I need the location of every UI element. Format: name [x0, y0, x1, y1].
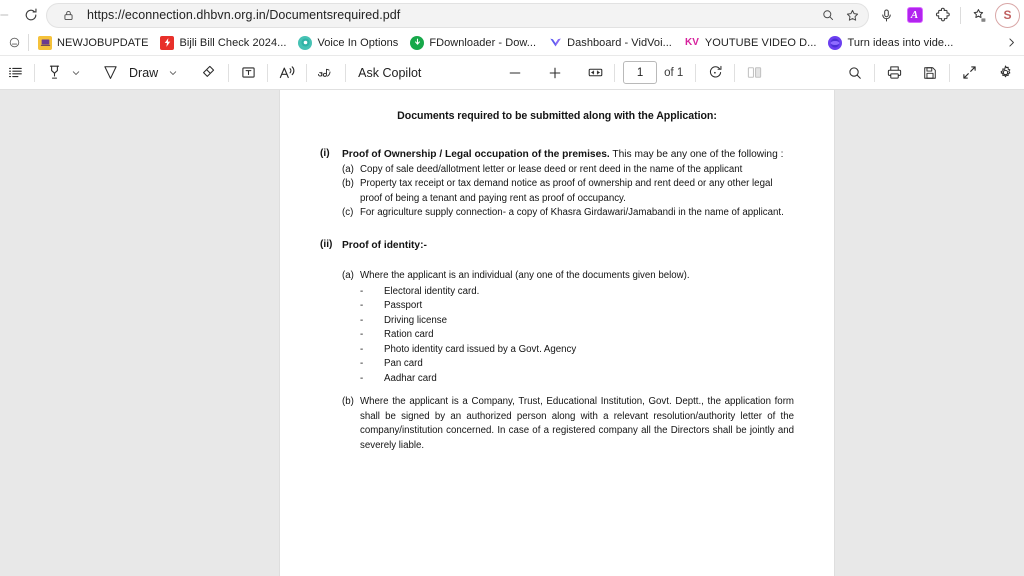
- browser-actions: [873, 2, 1020, 29]
- list-item-label: Electoral identity card.: [384, 285, 480, 297]
- section-number: (ii): [320, 238, 333, 250]
- list-item: [360, 299, 794, 314]
- bookmark-youtube-video-d[interactable]: [678, 34, 823, 52]
- pdf-page-controls: [502, 60, 767, 86]
- zoom-out-button[interactable]: [502, 60, 528, 86]
- pdf-page-1: [280, 90, 834, 576]
- bookmark-label: Dashboard - VidVoi...: [567, 36, 672, 49]
- divider: [28, 34, 29, 51]
- save-icon[interactable]: [917, 60, 943, 86]
- copilot-glyph: A: [907, 7, 923, 23]
- dash-mark: -: [360, 314, 364, 326]
- bookmark-turn-ideas-into-video[interactable]: [822, 34, 959, 52]
- list-item: [360, 372, 794, 387]
- address-bar-row: [0, 0, 1024, 30]
- bookmark-fdownloader[interactable]: [404, 34, 542, 52]
- document-subitem-b: [342, 395, 794, 453]
- divider: [228, 64, 229, 82]
- ask-copilot-button[interactable]: Ask Copilot: [358, 65, 422, 80]
- browser-chrome: [0, 0, 1024, 56]
- section-lead-bold: Proof of identity:-: [342, 239, 427, 251]
- bookmark-label: FDownloader - Dow...: [429, 36, 537, 49]
- document-subitem-a: [342, 163, 794, 178]
- subitem-text: Where the applicant is an individual (any one of the documents given below).: [360, 270, 690, 281]
- microphone-icon[interactable]: [873, 2, 900, 29]
- address-bar-url: https://econnection.dhbvn.org.in/Documentsrequired.pdf: [87, 8, 401, 22]
- list-item: [360, 357, 794, 372]
- search-icon[interactable]: [842, 60, 868, 86]
- vidvoice-favicon: [548, 36, 562, 50]
- text-box-icon[interactable]: [235, 60, 261, 86]
- list-item: [360, 285, 794, 300]
- address-bar[interactable]: [46, 3, 869, 28]
- divider: [949, 64, 950, 82]
- subitem-text: Property tax receipt or tax demand notice as proof of ownership and rent deed or any other legal proof of being a tenant and paying rent as proof of occupancy.: [360, 178, 773, 204]
- document-heading: Documents required to be submitted along with the Application:: [397, 110, 717, 122]
- read-aloud-icon[interactable]: [274, 60, 300, 86]
- list-item-label: Ration card: [384, 329, 434, 340]
- rotate-icon[interactable]: [702, 60, 728, 86]
- zoom-in-button[interactable]: [542, 60, 568, 86]
- divider: [874, 64, 875, 82]
- bookmarks-bar: [0, 30, 1024, 56]
- section-lead-rest: This may be any one of the following :: [609, 149, 784, 160]
- fit-to-width-button[interactable]: [582, 60, 608, 86]
- kv-favicon: [684, 36, 700, 50]
- ideas-favicon: [828, 36, 842, 50]
- subitem-text: For agriculture supply connection- a copy of Khasra Girdawari/Jamabandi in the name of applicant.: [360, 207, 784, 218]
- fullscreen-icon[interactable]: [956, 60, 982, 86]
- bookmark-label: NEWJOBUPDATE: [57, 36, 149, 49]
- kv-glyph: KV: [684, 37, 699, 48]
- subitem-text: Where the applicant is a Company, Trust, Educational Institution, Govt. Deptt., the application form shall be signed by an authorized person along with a relevant resolution/authority letter of the company/institution concerned. In case of a registered company all the Directors shall be jointly and severely liable.: [360, 396, 794, 451]
- bookmarks-overflow-chevron-right-icon[interactable]: [1000, 32, 1022, 54]
- list-item-label: Passport: [384, 300, 423, 311]
- find-on-page-icon[interactable]: [816, 4, 840, 26]
- back-button[interactable]: [0, 2, 12, 28]
- list-item-label: Photo identity card issued by a Govt. Agency: [384, 343, 577, 355]
- eraser-icon[interactable]: [196, 60, 222, 86]
- bookmark-manager-icon[interactable]: [3, 32, 25, 54]
- dash-mark: -: [360, 372, 364, 384]
- page-layout-icon[interactable]: [741, 60, 767, 86]
- document-section-i: [320, 148, 794, 221]
- document-subitem-a: [342, 269, 794, 284]
- print-icon[interactable]: [881, 60, 907, 86]
- divider: [306, 64, 307, 82]
- subitem-number: (b): [342, 178, 354, 189]
- highlighter-chevron-down-icon[interactable]: [67, 60, 85, 86]
- gear-icon[interactable]: [992, 60, 1018, 86]
- bookmark-label: Bijli Bill Check 2024...: [179, 36, 287, 49]
- dash-mark: -: [360, 343, 364, 355]
- table-of-contents-icon[interactable]: [2, 60, 28, 86]
- bookmark-newjobupdate[interactable]: [32, 34, 154, 52]
- fdownloader-favicon: [410, 36, 424, 50]
- highlighter-icon[interactable]: [41, 60, 67, 86]
- section-lead: [342, 239, 794, 254]
- bookmark-dashboard-vidvoice[interactable]: [542, 34, 678, 52]
- bookmark-label: YOUTUBE VIDEO D...: [704, 36, 817, 49]
- identity-document-list: [342, 285, 794, 387]
- copilot-icon[interactable]: [901, 2, 928, 29]
- divider: [267, 64, 268, 82]
- bijli-favicon: [160, 36, 174, 50]
- extensions-puzzle-icon[interactable]: [929, 2, 956, 29]
- translate-icon[interactable]: [313, 60, 339, 86]
- bookmark-label: Turn ideas into vide...: [847, 36, 954, 49]
- divider: [345, 64, 346, 82]
- subitem-text: Copy of sale deed/allotment letter or lease deed or rent deed in the name of the applicant: [360, 163, 743, 175]
- list-item: [360, 343, 794, 358]
- subitem-number: (b): [342, 396, 354, 407]
- lock-icon: [56, 4, 80, 26]
- document-content: [280, 90, 834, 453]
- list-item-label: Driving license: [384, 314, 447, 326]
- draw-label[interactable]: Draw: [129, 65, 159, 80]
- draw-pen-icon[interactable]: [97, 60, 123, 86]
- pdf-toolbar: [0, 56, 1024, 90]
- list-item-label: Pan card: [384, 358, 423, 369]
- list-item: [360, 328, 794, 343]
- dash-mark: -: [360, 285, 364, 297]
- section-lead-bold: Proof of Ownership / Legal occupation of the premises.: [342, 149, 610, 160]
- section-number: (i): [320, 148, 330, 159]
- subitem-number: (a): [342, 270, 354, 281]
- section-lead: [342, 148, 794, 163]
- profile-avatar[interactable]: S: [995, 3, 1020, 28]
- pdf-viewer[interactable]: [0, 90, 1024, 576]
- reload-button[interactable]: [18, 2, 44, 28]
- bookmark-label: Voice In Options: [317, 36, 399, 49]
- dash-mark: -: [360, 329, 364, 340]
- divider: [960, 7, 961, 24]
- bookmark-voice-in-options[interactable]: [292, 34, 404, 52]
- divider: [614, 64, 615, 82]
- subitem-number: (a): [342, 163, 354, 175]
- document-subitem-b: [342, 177, 794, 206]
- divider: [734, 64, 735, 82]
- draw-chevron-down-icon[interactable]: [164, 60, 182, 86]
- favorite-star-icon[interactable]: [840, 4, 864, 26]
- document-section-ii: [320, 239, 794, 454]
- list-item: [360, 314, 794, 329]
- subitem-number: (c): [342, 207, 354, 218]
- divider: [34, 64, 35, 82]
- bookmark-bijli-bill-check[interactable]: [154, 34, 292, 52]
- pdf-tool-actions: [842, 60, 1018, 86]
- list-item-label: Aadhar card: [384, 372, 437, 384]
- page-number-input[interactable]: [623, 61, 657, 84]
- divider: [695, 64, 696, 82]
- document-subitem-c: [342, 206, 794, 221]
- dash-mark: -: [360, 300, 364, 311]
- page-total-label: of 1: [664, 66, 684, 79]
- laptop-favicon: [38, 36, 52, 50]
- collections-icon[interactable]: [965, 2, 992, 29]
- dash-mark: -: [360, 358, 364, 369]
- voicein-favicon: [298, 36, 312, 50]
